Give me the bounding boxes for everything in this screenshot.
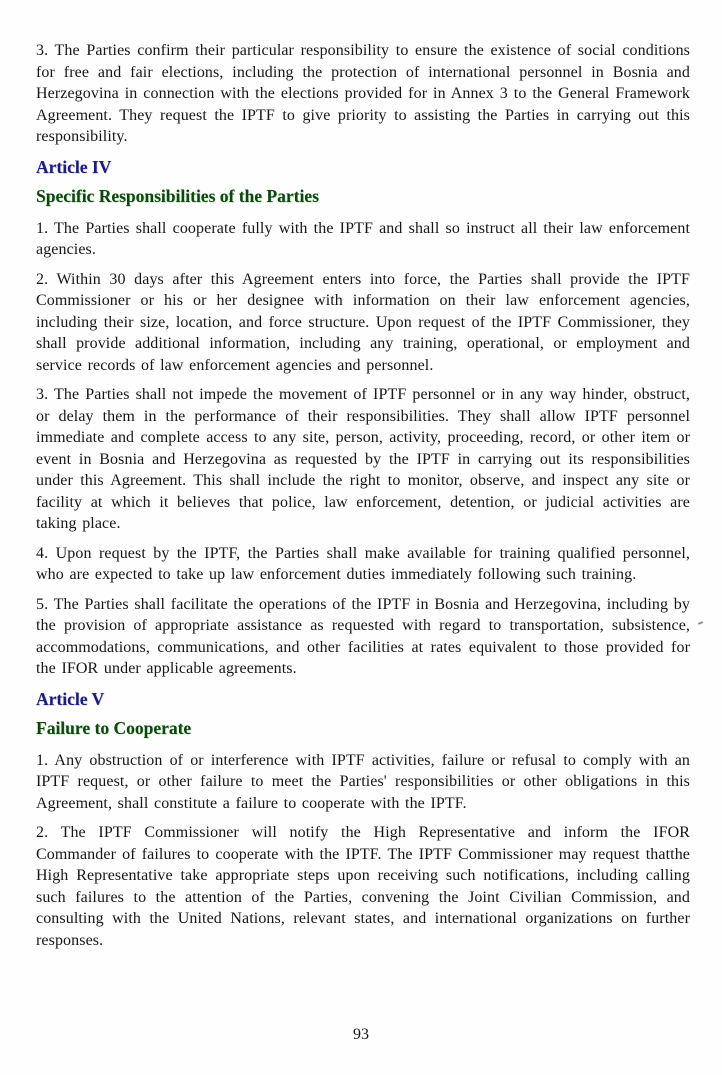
body-paragraph: 2. The IPTF Commissioner will notify the High Representative and inform the IFOR Commander of failures to cooperate with the IPTF. The IPTF Commissioner may request thatthe High Representative take appropriate steps upon receiving such notifications, including calling such failures to the attention of the Parties, convening the Joint Civilian Commission, and consulting with the United Nations, relevant states, and international organizations on further responses. [36, 824, 690, 949]
body-paragraph: 4. Upon request by the IPTF, the Parties shall make available for training qualified personnel, who are expected to take up law enforcement duties immediately following such training. [36, 544, 690, 583]
body-paragraph: 3. The Parties shall not impede the movement of IPTF personnel or in any way hinder, obstruct, or delay them in the performance of their responsibilities. They shall allow IPTF personnel immediate and complete access to any site, person, activity, proceeding, record, or other item or event in Bosnia and Herzegovina as requested by the IPTF in carrying out its responsibilities under this Agreement. This shall include the right to monitor, observe, and inspect any site or facility at which it believes that police, law enforcement, detention, or judicial activities are taking place. [36, 386, 690, 532]
scan-artifact-speck [698, 621, 703, 625]
section-title-failure-to-cooperate: Failure to Cooperate [36, 717, 192, 738]
section-title-specific-responsibilities: Specific Responsibilities of the Parties [36, 185, 319, 206]
article-heading-v: Article V [36, 688, 105, 709]
body-paragraph: 1. Any obstruction of or interference with IPTF activities, failure or refusal to comply with an IPTF request, or other failure to meet the Parties' responsibilities or other obligations in this Agreement, shall constitute a failure to cooperate with the IPTF. [36, 751, 690, 812]
body-paragraph: 1. The Parties shall cooperate fully with the IPTF and shall so instruct all their law enforcement agencies. [36, 219, 690, 258]
body-paragraph-intro: 3. The Parties confirm their particular responsibility to ensure the existence of social conditions for free and fair elections, including the protection of international personnel in Bosnia and Herzegovina in connection with the elections provided for in Annex 3 to the General Framework Agreement. They request the IPTF to give priority to assisting the Parties in carrying out this responsibility. [36, 42, 690, 145]
body-paragraph: 2. Within 30 days after this Agreement enters into force, the Parties shall provide the IPTF Commissioner or his or her designee with information on their law enforcement agencies, including their size, location, and force structure. Upon request of the IPTF Commissioner, they shall provide additional information, including any training, operational, or employment and service records of law enforcement agencies and personnel. [36, 270, 690, 374]
body-paragraph: 5. The Parties shall facilitate the operations of the IPTF in Bosnia and Herzegovina, including by the provision of appropriate assistance as requested with regard to transportation, subsistence, accommodations, communications, and other facilities at rates equivalent to those provided for the IFOR under applicable agreements. [36, 595, 690, 677]
page-number: 93 [353, 1026, 369, 1043]
article-heading-iv: Article IV [36, 156, 112, 177]
